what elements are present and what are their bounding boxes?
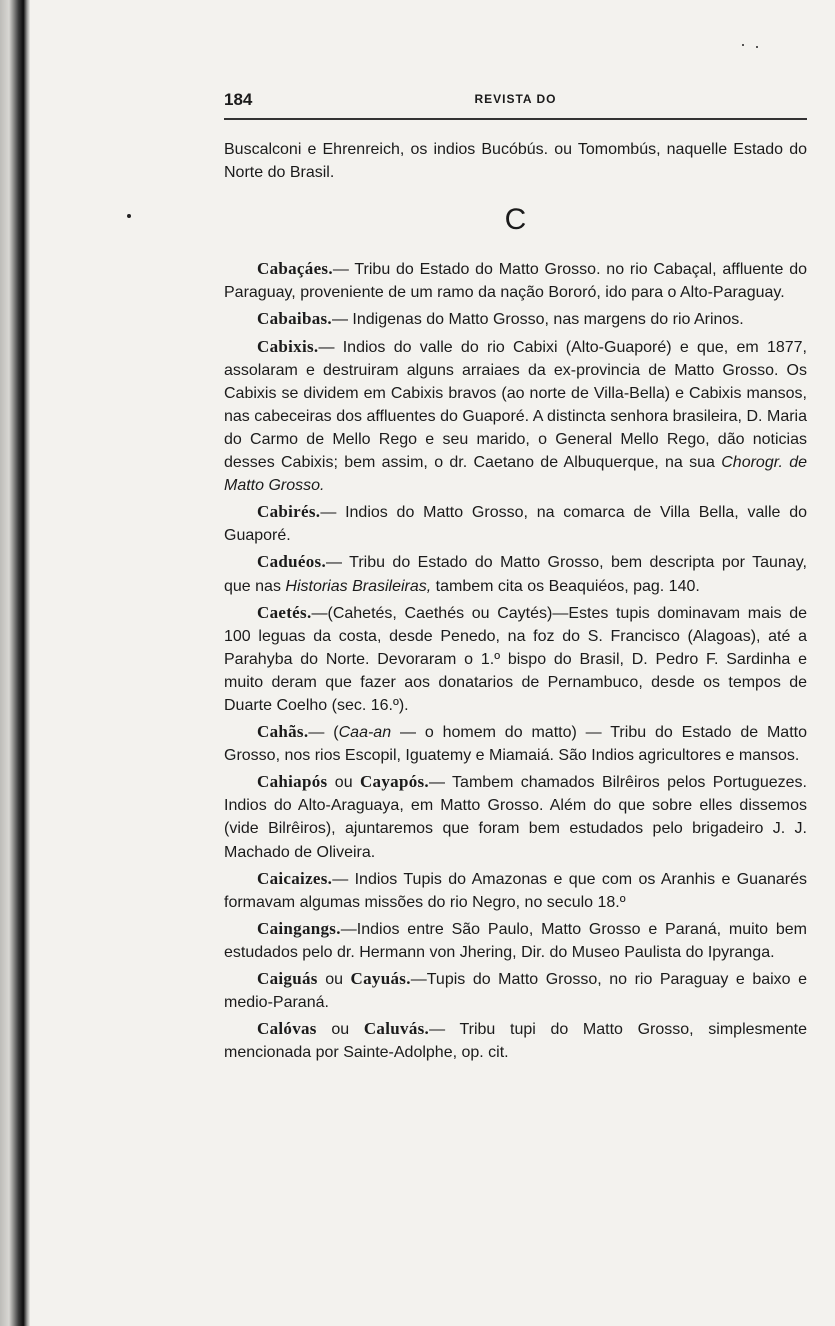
entry-caicaizes xyxy=(224,867,807,914)
entry-head: Caicaizes. xyxy=(257,868,333,888)
page-header xyxy=(224,90,807,112)
intro-paragraph xyxy=(224,138,807,184)
entry-cabixis xyxy=(224,335,807,498)
ink-speck xyxy=(756,46,758,48)
entry-text: — Tribu do Estado do Matto Grosso. no rio Cabaçal, affluente do Paraguay, proveniente de um ramo da nação Bororó, ido para o Alto-Paraguay. xyxy=(224,261,807,302)
entry-text: — Tambem chamados Bilrêiros pelos Portuguezes. Indios do Alto-Araguaya, em Matto Grosso. Além do que sobre elles dissemos (vide Bilrêiros), ajuntaremos que foram bem estudados pelo brigadeiro J. J. Machado de Oliveira. xyxy=(224,774,807,861)
entry-calovas xyxy=(224,1017,807,1064)
entry-cabacaes xyxy=(224,257,807,304)
entry-head: Calóvas xyxy=(257,1019,317,1039)
section-letter: C xyxy=(504,203,527,237)
entry-caiguas xyxy=(224,967,807,1014)
entry-text: —Indios entre São Paulo, Matto Grosso e Paraná, muito bem estudados pelo dr. Hermann von Jhering, Dir. do Museo Paulista do Ipyranga. xyxy=(224,920,807,961)
entry-cabires xyxy=(224,500,807,547)
entry-text: — Indios Tupis do Amazonas e que com os Aranhis e Guanarés formavam algumas missões do rio Negro, no seculo 18.º xyxy=(224,870,807,911)
entry-caetes xyxy=(224,601,807,717)
entry-head: Cabixis. xyxy=(257,336,319,356)
entry-cahas xyxy=(224,720,807,767)
entry-joiner: ou xyxy=(327,774,360,792)
ink-speck xyxy=(742,44,744,46)
entry-text: — Tribu do Estado do Matto Grosso, bem descripta por Taunay, que nas xyxy=(224,554,807,595)
entry-head: Cabaçáes. xyxy=(257,259,333,279)
entry-text: — Indios do valle do rio Cabixi (Alto-Guaporé) e que, em 1877, assolaram e destruiram alguns arraiaes da ex-provincia de Matto Grosso. Os Cabixis se dividem em Cabixis bravos (ao norte de Villa-Bella) e Cabixis mansos, nas cabeceiras dos affluentes do Guaporé. A distincta senhora brasileira, D. Maria do Carmo de Mello Rego e seu marido, o General Mello Rego, dão noticias desses Cabixis; bem assim, o dr. Caetano de Albuquerque, na sua xyxy=(224,338,807,472)
entry-head-alt: Caluvás. xyxy=(363,1019,430,1039)
entry-joiner: ou xyxy=(317,971,351,988)
entry-caduеos xyxy=(224,550,807,597)
entry-text-continued: tambem cita os Beaquiéos, pag. 140. xyxy=(435,577,700,595)
header-rule xyxy=(224,118,807,120)
entry-head: Caiguás xyxy=(257,969,318,988)
entry-text: — ( xyxy=(308,724,339,742)
entry-joiner: ou xyxy=(316,1021,364,1039)
entry-head: Cabirés. xyxy=(257,502,321,522)
entry-head: Cahiapós xyxy=(257,772,328,792)
entry-cabaibas xyxy=(224,307,807,331)
entry-italic: Caa-an xyxy=(338,724,392,742)
entry-head: Caduéos. xyxy=(257,552,326,572)
page-body xyxy=(224,138,807,1064)
entry-text: — Indigenas do Matto Grosso, nas margens do rio Arinos. xyxy=(331,311,744,329)
entry-text: — Indios do Matto Grosso, na comarca de Villa Bella, valle do Guaporé. xyxy=(224,504,807,545)
running-title: REVISTA DO xyxy=(474,92,557,106)
entry-head: Cabaibas. xyxy=(257,309,332,329)
entry-head-alt: Cayapós. xyxy=(359,772,429,792)
entry-head: Caingangs. xyxy=(257,918,341,938)
entry-text: —(Cahetés, Caethés ou Caytés)—Estes tupis dominavam mais de 100 leguas da costa, desde Penedo, na foz do S. Francisco (Alagoas), até a Parahyba do Norte. Devoraram o 1.º bispo do Brasil, D. Pedro F. Sardinha e muito deram que fazer aos donatarios de Pernambuco, desde os tempos de Duarte Coelho (sec. 16.º). xyxy=(224,604,807,714)
book-gutter-shadow xyxy=(0,0,30,1326)
entry-head-alt: Cayuás. xyxy=(350,969,411,988)
entry-caingangs xyxy=(224,917,807,964)
entry-head: Cahãs. xyxy=(257,722,309,742)
page-number: 184 xyxy=(224,90,253,109)
entry-italic: Historias Brasileiras, xyxy=(285,577,432,595)
entry-text-continued: — o homem do matto) — Tribu do Estado de Matto Grosso, nos rios Escopil, Iguatemy e Miamaiá. São Indios agricultores e mansos. xyxy=(224,724,807,765)
entry-text: — Tribu tupi do Matto Grosso, simplesmente mencionada por Sainte-Adolphe, op. cit. xyxy=(224,1021,807,1062)
entry-text: —Tupis do Matto Grosso, no rio Paraguay e baixo e medio-Paraná. xyxy=(224,971,808,1012)
intro-text: Buscalconi e Ehrenreich, os indios Bucóbús. ou Tomombús, naquelle Estado do Norte do Brasil. xyxy=(224,141,807,182)
entry-head: Caetés. xyxy=(257,602,312,622)
ink-speck xyxy=(127,214,131,218)
entry-italic: Chorogr. de Matto Grosso. xyxy=(224,454,807,495)
entry-cahiapos xyxy=(224,770,807,863)
